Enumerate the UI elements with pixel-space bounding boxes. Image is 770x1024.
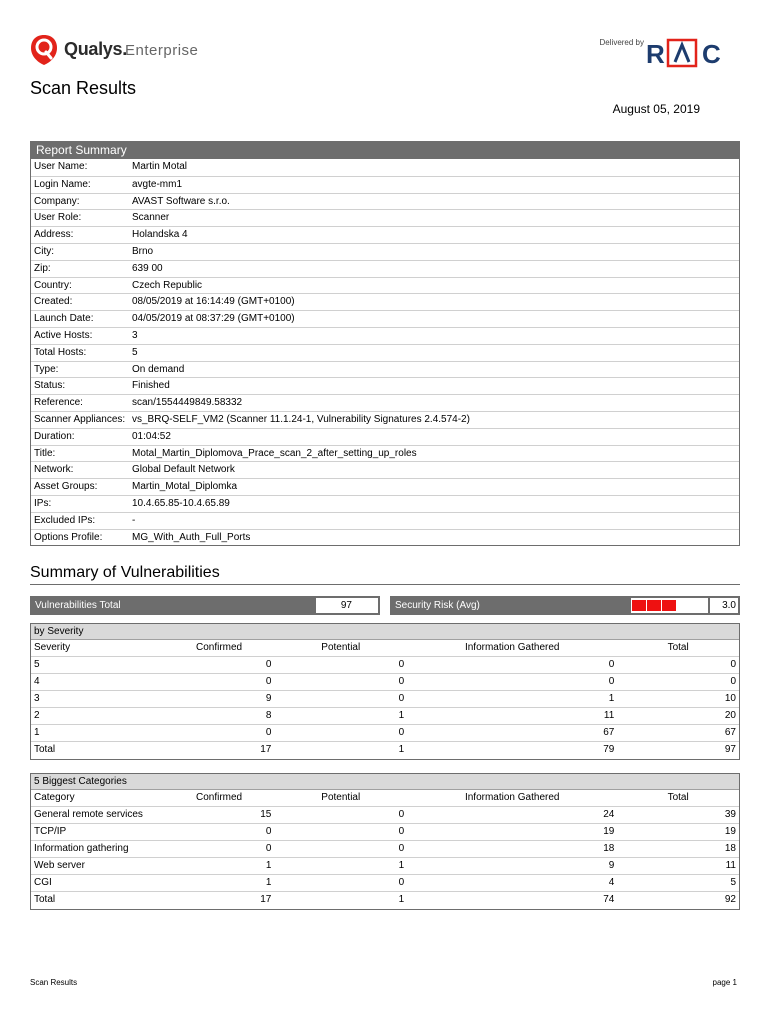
summary-row (31, 226, 739, 243)
column-header: Potential (321, 642, 361, 654)
table-cell: 5 (617, 875, 739, 892)
summary-value: vs_BRQ-SELF_VM2 (Scanner 11.1.24-1, Vulnerability Signatures 2.4.574-2) (132, 413, 470, 425)
summary-value: - (132, 514, 136, 526)
table-cell: 0 (164, 725, 275, 742)
summary-label: Active Hosts: (34, 329, 93, 341)
severity-table (31, 640, 739, 759)
summary-value: Martin_Motal_Diplomka (132, 481, 238, 493)
table-cell: 0 (407, 674, 617, 691)
summary-value: 04/05/2019 at 08:37:29 (GMT+0100) (132, 313, 295, 325)
table-cell: 18 (617, 841, 739, 858)
summary-label: Type: (34, 363, 59, 375)
column-header: Information Gathered (464, 792, 560, 804)
summary-value: Scanner (132, 212, 170, 224)
table-cell: 0 (407, 657, 617, 674)
summary-value: Martin Motal (132, 161, 188, 172)
table-cell: 0 (274, 875, 407, 892)
table-cell: 0 (164, 674, 275, 691)
summary-label: Network: (34, 464, 74, 476)
categories-table-box (30, 773, 740, 910)
summary-label: Country: (34, 279, 72, 291)
table-cell: 11 (617, 858, 739, 875)
vuln-summary-title: Summary of Vulnerabilities (30, 564, 740, 585)
column-header: Total (667, 792, 689, 804)
table-cell: 5 (31, 657, 164, 674)
summary-label: Total Hosts: (34, 346, 87, 358)
summary-value: scan/1554449849.58332 (132, 397, 243, 409)
summary-row (31, 428, 739, 445)
summary-value: Holandska 4 (132, 229, 188, 241)
table-cell: 19 (407, 824, 617, 841)
summary-row (31, 243, 739, 260)
summary-value: 639 00 (132, 262, 163, 274)
table-cell: 0 (164, 824, 275, 841)
summary-label: Login Name: (34, 178, 91, 190)
brand-name: Qualys. (64, 39, 127, 59)
table-cell: 1 (274, 742, 407, 759)
categories-table-title: 5 Biggest Categories (31, 774, 739, 790)
table-row (31, 807, 739, 824)
summary-label: Asset Groups: (34, 481, 98, 493)
summary-value: 3 (132, 329, 138, 341)
table-cell: General remote services (31, 807, 164, 824)
table-row (31, 657, 739, 674)
table-cell: 11 (407, 708, 617, 725)
summary-label: Options Profile: (34, 531, 103, 543)
report-summary-title: Report Summary (31, 142, 739, 159)
summary-value: avgte-mm1 (132, 178, 183, 190)
summary-row (31, 512, 739, 529)
summary-row (31, 377, 739, 394)
table-cell: TCP/IP (31, 824, 164, 841)
qualys-shield-icon (30, 34, 58, 66)
summary-row (31, 344, 739, 361)
summary-value: Finished (132, 380, 170, 392)
summary-label: Title: (34, 447, 56, 459)
summary-label: Excluded IPs: (34, 514, 96, 526)
summary-row (31, 394, 739, 411)
table-row (31, 708, 739, 725)
table-cell: 67 (617, 725, 739, 742)
summary-row (31, 193, 739, 210)
table-cell: 19 (617, 824, 739, 841)
summary-value: Motal_Martin_Diplomova_Prace_scan_2_after_setting_up_roles (132, 447, 417, 459)
summary-row (31, 209, 739, 226)
column-header: Information Gathered (464, 642, 560, 654)
table-cell: Information gathering (31, 841, 164, 858)
table-cell: 9 (164, 691, 275, 708)
summary-label: Reference: (34, 397, 83, 409)
table-cell: 92 (617, 892, 739, 909)
summary-value: 5 (132, 346, 138, 358)
summary-value: AVAST Software s.r.o. (132, 195, 230, 207)
column-header: Category (34, 792, 75, 804)
svg-text:R: R (646, 39, 665, 68)
summary-row (31, 293, 739, 310)
summary-row (31, 176, 739, 193)
summary-value: 10.4.65.85-10.4.65.89 (132, 497, 230, 509)
table-cell: 39 (617, 807, 739, 824)
report-summary-rows (31, 159, 739, 545)
table-cell: 0 (274, 674, 407, 691)
summary-value: Brno (132, 245, 154, 257)
summary-row (31, 277, 739, 294)
table-cell: 97 (617, 742, 739, 759)
table-row (31, 841, 739, 858)
table-row (31, 858, 739, 875)
summary-label: Duration: (34, 430, 75, 442)
column-header: Total (667, 642, 689, 654)
report-summary (30, 141, 740, 546)
summary-value: Global Default Network (132, 464, 235, 476)
column-header: Severity (34, 642, 71, 654)
security-risk-value: 3.0 (710, 598, 738, 613)
table-row (31, 742, 739, 759)
table-cell: 0 (274, 725, 407, 742)
table-cell: 3 (31, 691, 164, 708)
summary-label: Created: (34, 296, 73, 308)
table-row (31, 824, 739, 841)
table-cell: 9 (407, 858, 617, 875)
summary-label: Company: (34, 195, 80, 207)
table-cell: 2 (31, 708, 164, 725)
table-cell: 0 (274, 824, 407, 841)
summary-value: Czech Republic (132, 279, 203, 291)
table-cell: Total (31, 742, 164, 759)
table-cell: 1 (274, 858, 407, 875)
security-risk-meter (631, 598, 708, 613)
report-header (30, 34, 742, 74)
table-row (31, 674, 739, 691)
table-cell: 1 (407, 691, 617, 708)
table-cell: 1 (274, 708, 407, 725)
table-cell: 0 (274, 657, 407, 674)
brand-suffix: Enterprise (125, 42, 199, 59)
svg-text:C: C (702, 39, 721, 68)
vulnerabilities-total-value: 97 (316, 598, 378, 613)
table-cell: 15 (164, 807, 275, 824)
report-date: August 05, 2019 (612, 102, 700, 116)
severity-table-title: by Severity (31, 624, 739, 640)
table-cell: 4 (407, 875, 617, 892)
table-cell: 0 (164, 841, 275, 858)
vulnerabilities-total-bar (30, 596, 380, 615)
column-header: Potential (321, 792, 361, 804)
table-cell: 18 (407, 841, 617, 858)
table-cell: 1 (164, 858, 275, 875)
vulnerabilities-total-label: Vulnerabilities Total (35, 600, 121, 611)
summary-label: City: (34, 245, 54, 257)
risk-segment (662, 600, 676, 611)
table-cell: 0 (274, 807, 407, 824)
summary-row (31, 529, 739, 546)
footer-document-name: Scan Results (30, 978, 78, 987)
summary-row (31, 461, 739, 478)
categories-table (31, 790, 739, 909)
table-cell: Total (31, 892, 164, 909)
summary-row (31, 260, 739, 277)
summary-label: Scanner Appliances: (34, 413, 126, 425)
table-cell: Web server (31, 858, 164, 875)
rac-logo-icon (646, 38, 742, 68)
severity-table-box (30, 623, 740, 760)
table-cell: 10 (617, 691, 739, 708)
table-cell: 67 (407, 725, 617, 742)
summary-label: Zip: (34, 262, 51, 274)
delivered-by-label: Delivered by (599, 38, 644, 47)
summary-label: Address: (34, 229, 74, 241)
table-cell: 8 (164, 708, 275, 725)
table-cell: 20 (617, 708, 739, 725)
table-cell: 17 (164, 742, 275, 759)
risk-segment (632, 600, 646, 611)
summary-label: Launch Date: (34, 313, 94, 325)
table-cell: 79 (407, 742, 617, 759)
table-cell: 0 (274, 691, 407, 708)
page-title: Scan Results (30, 78, 137, 98)
risk-segment (692, 600, 706, 611)
table-cell: 0 (617, 657, 739, 674)
summary-row (31, 327, 739, 344)
table-cell: 0 (164, 657, 275, 674)
summary-label: User Name: (34, 161, 88, 172)
summary-row (31, 159, 739, 176)
table-cell: 74 (407, 892, 617, 909)
table-row (31, 875, 739, 892)
column-header: Confirmed (195, 792, 243, 804)
summary-value: 08/05/2019 at 16:14:49 (GMT+0100) (132, 296, 295, 308)
summary-row (31, 310, 739, 327)
table-cell: 0 (617, 674, 739, 691)
table-cell: 1 (31, 725, 164, 742)
summary-label: Status: (34, 380, 66, 392)
table-cell: 0 (274, 841, 407, 858)
summary-value: 01:04:52 (132, 430, 171, 442)
risk-segment (647, 600, 661, 611)
table-header-row (31, 640, 739, 657)
table-row (31, 725, 739, 742)
table-cell: 17 (164, 892, 275, 909)
table-cell: CGI (31, 875, 164, 892)
table-cell: 1 (274, 892, 407, 909)
table-cell: 4 (31, 674, 164, 691)
summary-value: On demand (132, 363, 185, 375)
security-risk-bar (390, 596, 740, 615)
table-row (31, 691, 739, 708)
risk-segment (677, 600, 691, 611)
summary-label: IPs: (34, 497, 52, 509)
column-header: Confirmed (195, 642, 243, 654)
summary-value: MG_With_Auth_Full_Ports (132, 531, 251, 543)
security-risk-label: Security Risk (Avg) (395, 600, 480, 611)
summary-row (31, 478, 739, 495)
summary-row (31, 411, 739, 428)
summary-row (31, 445, 739, 462)
table-cell: 1 (164, 875, 275, 892)
table-header-row (31, 790, 739, 807)
footer-page-number: page 1 (712, 978, 737, 987)
table-cell: 24 (407, 807, 617, 824)
summary-row (31, 361, 739, 378)
summary-label: User Role: (34, 212, 82, 224)
table-row (31, 892, 739, 909)
summary-row (31, 495, 739, 512)
